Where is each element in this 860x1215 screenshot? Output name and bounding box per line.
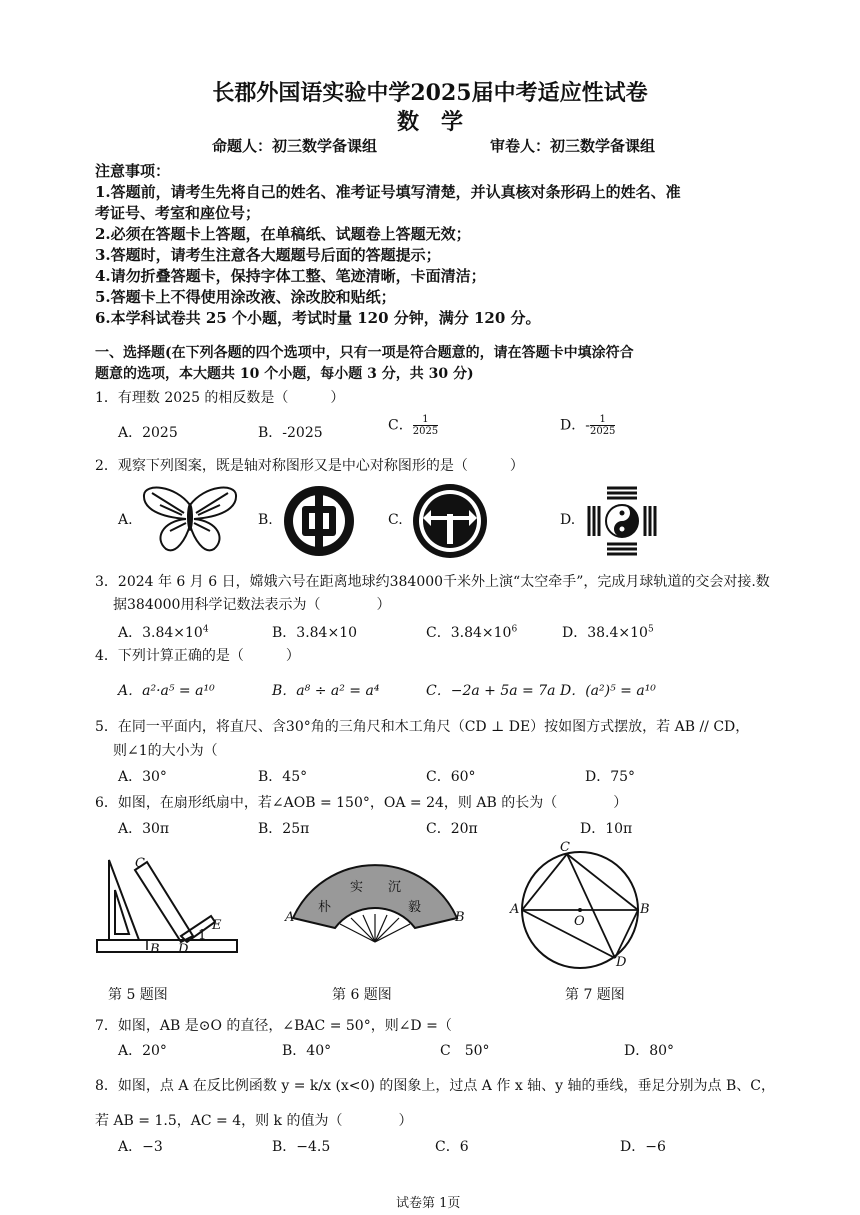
- note-item: 3.答题时，请考生注意各大题题号后面的答题提示；: [95, 246, 441, 264]
- figure-7-circle: [515, 840, 645, 970]
- q2-option-b: B.: [258, 512, 273, 528]
- q1-option-d: D．- $\frac{1}{2025}$: [560, 414, 616, 437]
- question-3-stem-cont: 据384000用科学记数法表示为（ ）: [113, 597, 391, 613]
- q1-option-c: C． $\frac{1}{2025}$: [388, 414, 439, 437]
- question-8-stem: 8．如图，点 A 在反比例函数 y = k/x (x<0) 的图象上，过点 A 作 x 轴、y 轴的垂线，垂足分别为点 B、C，: [95, 1078, 775, 1094]
- q8-option-c: C．6: [435, 1139, 469, 1155]
- exam-title: 长郡外国语实验中学2025届中考适应性试卷: [212, 80, 648, 106]
- figure-5-diagram: [95, 850, 245, 960]
- q2-option-a: A.: [118, 512, 133, 528]
- section-heading-cont: 题意的选项，本大题共 10 个小题，每小题 3 分，共 30 分): [95, 366, 474, 382]
- fig5-label-c: C: [135, 856, 145, 871]
- fig7-label-o: O: [574, 914, 585, 929]
- yin-yang-icon: [583, 482, 661, 560]
- fig7-label-c: C: [560, 840, 570, 855]
- fig6-label-b: B: [455, 910, 465, 925]
- q5-option-c: C．60°: [426, 769, 476, 785]
- butterfly-icon: [140, 485, 240, 553]
- fig6-char-3: 朴: [318, 900, 332, 915]
- reviewer-line: 审卷人：初三数学备课组: [490, 137, 656, 155]
- figure-7-caption: 第 7 题图: [565, 987, 625, 1003]
- fig6-char-1: 实: [350, 880, 364, 895]
- notes-heading: 注意事项：: [95, 162, 171, 180]
- q3-option-a: A．$3.84\times 10^4$: [118, 624, 209, 641]
- subject-title: 数 学: [396, 109, 463, 135]
- fig7-label-d: D: [616, 955, 627, 970]
- question-2-stem: 2．观察下列图案，既是轴对称图形又是中心对称图形的是（ ）: [95, 458, 524, 474]
- fig7-label-a: A: [510, 902, 520, 917]
- note-item: 2.必须在答题卡上答题，在单稿纸、试题卷上答题无效；: [95, 225, 471, 243]
- author-line: 命题人：初三数学备课组: [212, 137, 378, 155]
- q5-option-d: D．75°: [585, 769, 636, 785]
- figure-5-caption: 第 5 题图: [108, 987, 168, 1003]
- q6-option-c: C．20π: [426, 821, 478, 837]
- q6-option-a: A．30π: [118, 821, 170, 837]
- q7-option-b: B．40°: [282, 1043, 332, 1059]
- question-7-stem: 7．如图，AB 是⊙O 的直径，∠BAC = 50°，则∠D =（: [95, 1018, 452, 1034]
- q4-option-d: D．(a²)⁵ = a¹⁰: [560, 683, 656, 699]
- q4-option-c: C．−2a + 5a = 7a: [426, 683, 556, 699]
- q7-option-c: C 50°: [440, 1043, 490, 1059]
- fig5-label-e: E: [212, 918, 222, 933]
- q8-option-d: D．−6: [620, 1139, 666, 1155]
- note-item: 考证号、考室和座位号；: [95, 204, 261, 222]
- question-6-stem: 6．如图，在扇形纸扇中，若∠AOB = 150°，OA = 24，则 AB 的长为（ ）: [95, 795, 628, 811]
- figure-6-fan: [285, 858, 465, 948]
- q7-option-d: D．80°: [624, 1043, 675, 1059]
- q5-option-a: A．30°: [118, 769, 167, 785]
- section-heading: 一、选择题(在下列各题的四个选项中，只有一项是符合题意的，请在答题卡中填涂符合: [95, 345, 634, 361]
- fig5-label-b: B: [150, 942, 160, 957]
- q3-option-c: C．$3.84\times 10^6$: [426, 624, 518, 641]
- fig6-char-4: 毅: [408, 900, 422, 915]
- note-item: 4.请勿折叠答题卡，保持字体工整、笔迹清晰，卡面清洁；: [95, 267, 486, 285]
- q5-option-b: B．45°: [258, 769, 308, 785]
- fig6-label-a: A: [285, 910, 295, 925]
- q6-option-b: B．25π: [258, 821, 310, 837]
- q8-option-a: A．−3: [118, 1139, 163, 1155]
- q8-option-b: B．−4.5: [272, 1139, 331, 1155]
- traffic-sign-icon: [411, 482, 489, 560]
- note-item: 5.答题卡上不得使用涂改液、涂改胶和贴纸；: [95, 288, 396, 306]
- note-item: 1.答题前，请考生先将自己的姓名、准考证号填写清楚，并认真核对条形码上的姓名、准: [95, 183, 681, 201]
- question-5-stem: 5．在同一平面内，将直尺、含30°角的三角尺和木工角尺（CD ⊥ DE）按如图方式摆放，若 AB // CD，: [95, 719, 750, 735]
- q1-option-a: A．2025: [118, 425, 178, 441]
- figure-6-caption: 第 6 题图: [332, 987, 392, 1003]
- q7-option-a: A．20°: [118, 1043, 167, 1059]
- q3-option-b: B．3.84×10: [272, 625, 358, 641]
- question-5-stem-cont: 则∠1的大小为（: [113, 743, 218, 759]
- q1-option-b: B．-2025: [258, 425, 323, 441]
- q4-option-a: A．a²·a⁵ = a¹⁰: [118, 683, 215, 699]
- q2-option-d: D.: [560, 512, 576, 528]
- question-4-stem: 4．下列计算正确的是（ ）: [95, 648, 300, 664]
- page-number: 试卷第 1页: [396, 1196, 461, 1211]
- bank-logo-icon: [282, 484, 356, 558]
- question-3-stem: 3．2024 年 6 月 6 日，嫦娥六号在距离地球约384000千米外上演“太空牵手”，完成月球轨道的交会对接.数: [95, 574, 770, 590]
- q2-option-c: C.: [388, 512, 403, 528]
- question-1-stem: 1．有理数 2025 的相反数是（ ）: [95, 390, 345, 406]
- fig5-label-d: D: [178, 942, 189, 957]
- q3-option-d: D．$38.4\times 10^5$: [562, 624, 654, 641]
- fig7-label-b: B: [640, 902, 650, 917]
- q6-option-d: D．10π: [580, 821, 633, 837]
- question-8-stem-cont: 若 AB = 1.5，AC = 4，则 k 的值为（ ）: [95, 1113, 413, 1129]
- fig6-char-2: 沉: [388, 880, 402, 895]
- fig5-label-angle: 1: [198, 928, 207, 943]
- note-item: 6.本学科试卷共 25 个小题，考试时量 120 分钟，满分 120 分。: [95, 309, 541, 327]
- q4-option-b: B．a⁸ ÷ a² = a⁴: [272, 683, 380, 699]
